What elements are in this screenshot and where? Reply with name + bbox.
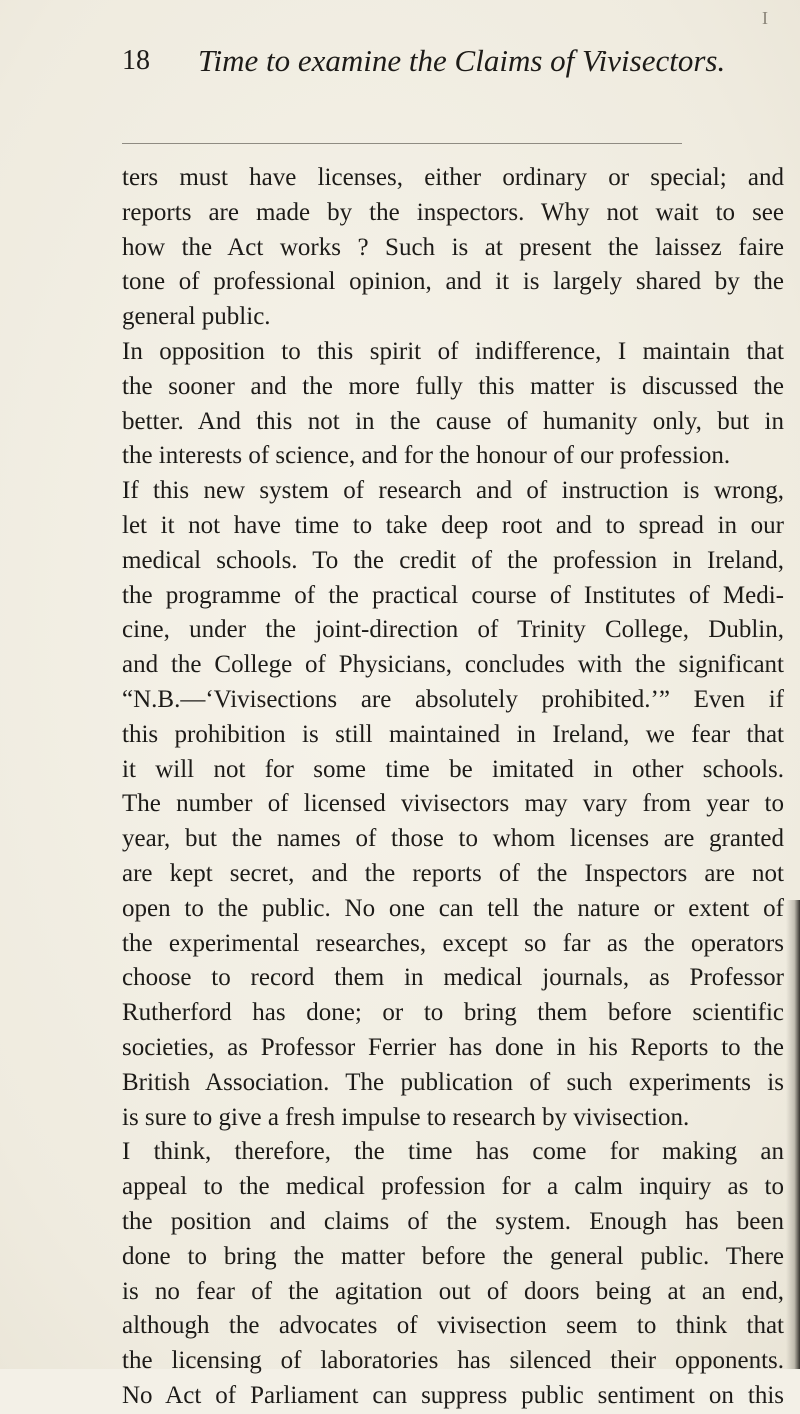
text-line: the position and claims of the system. Enough has been [122,1207,784,1235]
text-line: the interests of science, and for the honour of our profession. [122,442,731,470]
text-line: is no fear of the agitation out of doors being at an end, [122,1277,784,1305]
text-line: the licensing of laboratories has silenced their opponents. [122,1347,784,1375]
text-line: are kept secret, and the reports of the Inspectors are not [122,859,784,887]
text-line: open to the public. No one can tell the nature or extent of [122,894,784,922]
body-text [122,161,784,1414]
text-line: reports are made by the inspectors. Why not wait to see [122,198,784,226]
text-line: “N.B.—‘Vivisections are absolutely prohibited.’” Even if [122,685,784,713]
text-line: this prohibition is still maintained in Ireland, we fear that [122,720,784,748]
text-line: If this new system of research and of instruction is wrong, [122,477,784,505]
margin-mark: I [762,8,768,28]
text-line: year, but the names of those to whom licenses are granted [122,825,784,853]
text-line: the programme of the practical course of Institutes of Medi- [122,581,784,609]
text-line: ters must have licenses, either ordinary or special; and [122,164,784,191]
text-line: the experimental researches, except so far as the operators [122,929,784,957]
text-line: the sooner and the more fully this matter is discussed the [122,372,784,400]
text-line: better. And this not in the cause of humanity only, but in [122,407,784,435]
text-line: and the College of Physicians, concludes with the significant [122,651,784,679]
text-line: tone of professional opinion, and it is largely shared by the [122,268,784,296]
text-line: In opposition to this spirit of indifference, I maintain that [122,337,784,365]
page-header [122,36,782,86]
running-title: Time to examine the Claims of Vivisectors. [198,43,726,78]
header-rule [122,143,682,144]
text-line: it will not for some time be imitated in other schools. [122,755,784,783]
page-edge-shadow [786,900,800,1369]
text-line: choose to record them in medical journals, as Professor [122,964,784,992]
text-line: British Association. The publication of such experiments is [122,1068,784,1096]
text-line: cine, under the joint-direction of Trinity College, Dublin, [122,616,784,644]
text-line: although the advocates of vivisection seem to think that [122,1312,784,1340]
text-line: The number of licensed vivisectors may vary from year to [122,790,784,818]
text-line: is sure to give a fresh impulse to research by vivisection. [122,1103,690,1131]
text-line: medical schools. To the credit of the profession in Ireland, [122,546,784,574]
text-line: Rutherford has done; or to bring them before scientific [122,999,784,1027]
text-line: societies, as Professor Ferrier has done in his Reports to the [122,1033,784,1061]
text-line: general public. [122,303,271,331]
text-line: done to bring the matter before the general public. There [122,1242,784,1270]
text-line: let it not have time to take deep root and to spread in our [122,511,784,539]
text-line: I think, therefore, the time has come for making an [122,1138,784,1166]
page-number: 18 [122,45,150,76]
text-line: No Act of Parliament can suppress public sentiment on this [122,1381,784,1409]
text-line: appeal to the medical profession for a calm inquiry as to [122,1173,784,1201]
text-line: how the Act works ? Such is at present the laissez faire [122,233,784,261]
